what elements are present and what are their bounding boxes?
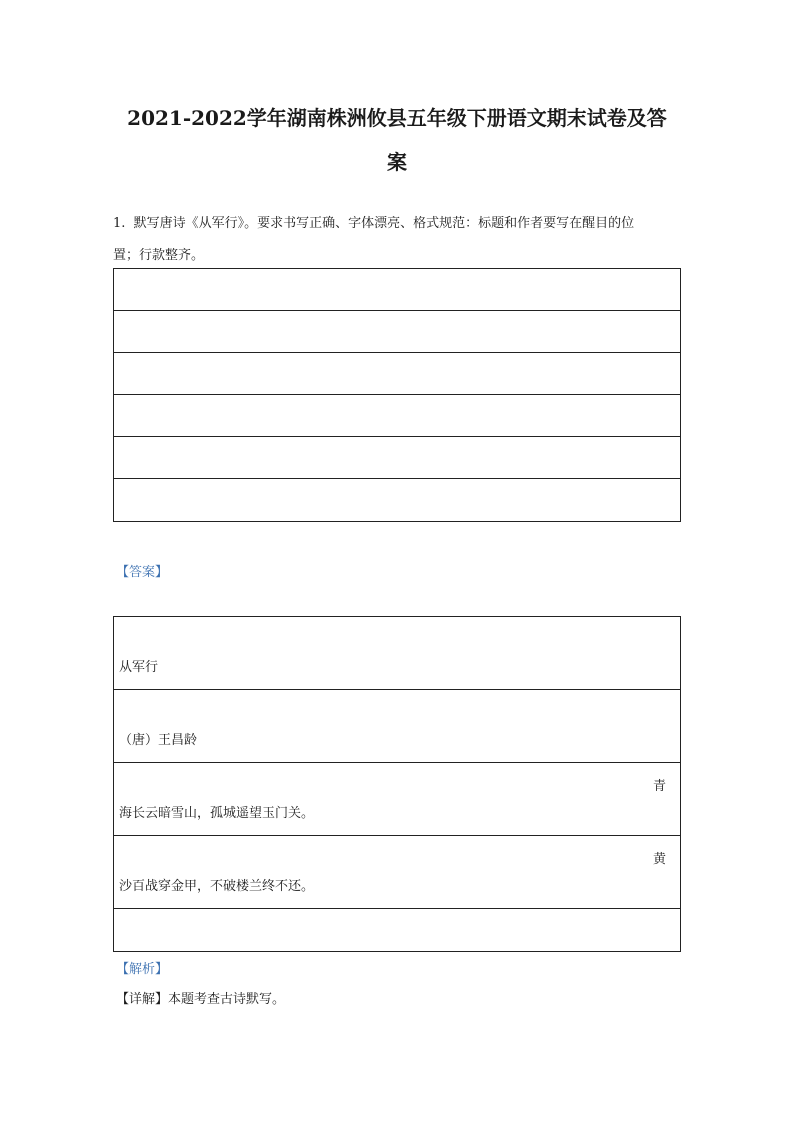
blank-row (114, 353, 680, 395)
answer-row (114, 617, 680, 690)
blank-row (114, 311, 680, 353)
question-text-line-2: 置；行款整齐。 (113, 248, 205, 263)
answer-row-lead: 黄 (652, 852, 666, 867)
question-1 (113, 208, 683, 272)
answer-row-text: （唐）王昌龄 (119, 733, 198, 748)
answer-row-text: 海长云暗雪山，孤城遥望玉门关。 (119, 806, 315, 821)
answer-row-empty (114, 909, 680, 951)
blank-row (114, 269, 680, 311)
answer-tag: 【答案】 (116, 565, 169, 580)
analysis-tag: 【解析】 (116, 962, 169, 977)
document-title (113, 96, 681, 184)
answer-row (114, 763, 680, 836)
answer-row-text: 从军行 (119, 660, 159, 675)
blank-row (114, 395, 680, 437)
answer-table (113, 616, 681, 952)
question-number: 1. (113, 216, 126, 231)
title-line-1: 2021-2022学年湖南株洲攸县五年级下册语文期末试卷及答 (127, 106, 667, 130)
question-text-line-1: 默写唐诗《从军行》。要求书写正确、字体漂亮、格式规范：标题和作者要写在醒目的位 (133, 216, 635, 231)
title-line-2: 案 (387, 150, 407, 174)
blank-row (114, 437, 680, 479)
detail-text: 本题考查古诗默写。 (168, 992, 286, 1007)
blank-row (114, 479, 680, 521)
answer-row-lead: 青 (652, 779, 666, 794)
answer-row (114, 690, 680, 763)
detail-label: 【详解】 (116, 992, 169, 1007)
blank-writing-table (113, 268, 681, 522)
answer-row-text: 沙百战穿金甲，不破楼兰终不还。 (119, 879, 315, 894)
answer-row (114, 836, 680, 909)
detail-paragraph (116, 988, 285, 1007)
